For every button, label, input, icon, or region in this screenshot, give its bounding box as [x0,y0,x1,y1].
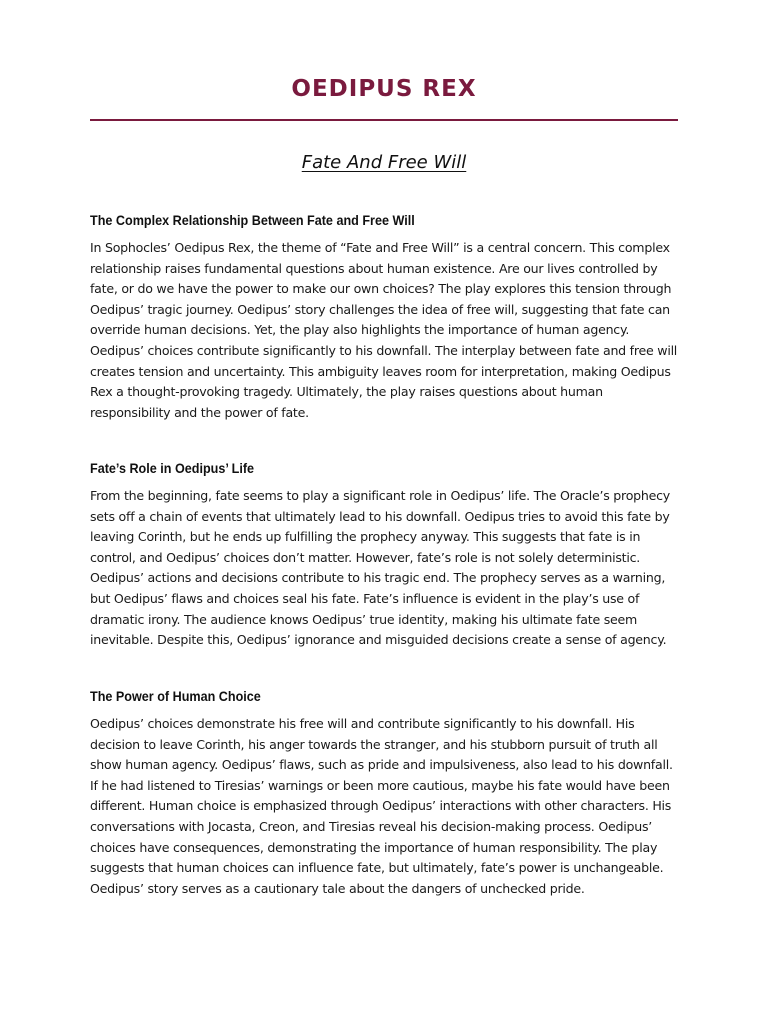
section-heading-text: Fate’s Role in Oedipus’ Life [90,460,255,476]
section-power-of-human-choice [90,686,678,899]
section-heading [90,686,619,706]
section-heading [90,210,619,230]
section-body: Oedipus’ choices demonstrate his free will and contribute significantly to his downfall. His decision to leave Corinth, his anger towards the stranger, and his stubborn pursuit of truth all show human agency. Oedipus’ flaws, such as pride and impulsiveness, also lead to his downfall. If he had listened to Tiresias’ warnings or been more cautious, maybe his fate would have been different. Human choice is emphasized through Oedipus’ interactions with other characters. His conversations with Jocasta, Creon, and Tiresias reveal his decision-making process. Oedipus’ choices have consequences, demonstrating the importance of human responsibility. The play suggests that human choices can influence fate, but ultimately, fate’s power is unchangeable. Oedipus’ story serves as a cautionary tale about the dangers of unchecked pride. [90,716,673,896]
section-fates-role [90,458,678,651]
section-fate-and-free-will [90,210,678,423]
section-heading [90,458,619,478]
document-subtitle: Fate And Free Will [301,152,467,173]
section-body: In Sophocles’ Oedipus Rex, the theme of “Fate and Free Will” is a central concern. This complex relationship raises fundamental questions about human existence. Are our lives controlled by fate, or do we have the power to make our own choices? The play explores this tension through Oedipus’ tragic journey. Oedipus’ story challenges the idea of free will, suggesting that fate can override human decisions. Yet, the play also highlights the importance of human agency. Oedipus’ choices contribute significantly to his downfall. The interplay between fate and free will creates tension and uncertainty. This ambiguity leaves room for interpretation, making Oedipus Rex a thought-provoking tragedy. Ultimately, the play raises questions about human responsibility and the power of fate. [90,240,678,420]
document-title: OEDIPUS REX [291,76,477,102]
section-heading-text: The Complex Relationship Between Fate and Free Will [90,212,415,228]
section-body: From the beginning, fate seems to play a significant role in Oedipus’ life. The Oracle’s prophecy sets off a chain of events that ultimately lead to his downfall. Oedipus tries to avoid this fate by leaving Corinth, but he ends up fulfilling the prophecy anyway. This suggests that fate is in control, and Oedipus’ choices don’t matter. However, fate’s role is not solely deterministic. Oedipus’ actions and decisions contribute to his tragic end. The prophecy serves as a warning, but Oedipus’ flaws and choices seal his fate. Fate’s influence is evident in the play’s use of dramatic irony. The audience knows Oedipus’ true identity, making his ultimate fate seem inevitable. Despite this, Oedipus’ ignorance and misguided decisions create a sense of agency. [90,488,670,648]
section-heading-text: The Power of Human Choice [90,688,261,704]
title-divider [90,119,678,121]
document-page [90,0,678,1024]
